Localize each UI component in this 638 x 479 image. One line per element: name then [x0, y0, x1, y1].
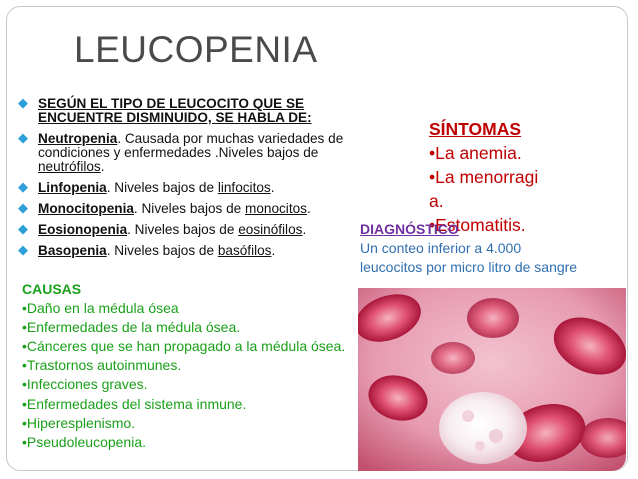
type-end: .: [270, 180, 275, 195]
bullet-icon: ◆: [18, 130, 28, 145]
list-item: [16, 132, 366, 174]
type-desc: . Niveles bajos de: [106, 243, 218, 258]
causa-item: •Hiperesplenismo.: [22, 414, 136, 431]
causa-item: •Infecciones graves.: [22, 376, 148, 393]
type-desc: . Niveles bajos de: [127, 222, 239, 237]
intro-text: SEGÚN EL TIPO DE LEUCOCITO QUE SE ENCUENTRE DISMINUIDO, SE HABLA DE:: [38, 96, 312, 125]
sintoma-item: a.: [429, 191, 444, 211]
list-item: [16, 181, 366, 195]
bullet-icon: ◆: [18, 242, 28, 257]
type-desc: . Niveles bajos de: [133, 201, 245, 216]
sintomas-block: [429, 117, 538, 237]
slide-title: LEUCOPENIA: [74, 29, 318, 70]
list-item: [16, 244, 366, 258]
bullet-icon: ◆: [18, 95, 28, 110]
type-desc: . Causada por muchas variedades de condiciones y enfermedades .Niveles bajos de: [38, 131, 344, 160]
diagnostico-block: [360, 220, 577, 277]
type-name: Linfopenia: [38, 180, 107, 195]
causa-item: •Trastornos autoinmunes.: [22, 357, 182, 374]
cell-link[interactable]: linfocitos: [217, 180, 271, 195]
diagnostico-heading: DIAGNÓSTICO: [360, 221, 459, 237]
cell-link[interactable]: neutrófilos: [38, 159, 101, 174]
type-end: .: [306, 201, 311, 216]
sintomas-heading: SÍNTOMAS: [429, 119, 522, 139]
list-item: [16, 97, 366, 125]
list-item: [16, 223, 366, 237]
blood-cells-illustration: [358, 288, 626, 471]
type-end: .: [271, 243, 276, 258]
diagnostico-line: leucocitos por micro litro de sangre: [360, 259, 578, 275]
causa-item: •Enfermedades del sistema inmune.: [22, 395, 247, 412]
type-name: Monocitopenia: [38, 201, 134, 216]
bullet-icon: ◆: [18, 179, 28, 194]
causa-item: •Enfermedades de la médula ósea.: [22, 319, 241, 336]
type-desc: . Niveles bajos de: [106, 180, 218, 195]
diagnostico-line: Un conteo inferior a 4.000: [360, 240, 522, 256]
blood-cells-image: [358, 288, 626, 471]
type-name: Neutropenia: [38, 131, 118, 146]
sintoma-item: •La menorragi: [429, 167, 539, 187]
cell-link[interactable]: eosinófilos: [238, 222, 303, 237]
list-item: [16, 202, 366, 216]
bullet-icon: ◆: [18, 221, 28, 236]
type-name: Eosionopenia: [38, 222, 128, 237]
causa-item: •Cánceres que se han propagado a la médula ósea.: [22, 338, 346, 355]
causa-item: •Daño en la médula ósea: [22, 300, 179, 317]
bullet-icon: ◆: [18, 200, 28, 215]
causa-item: •Pseudoleucopenia.: [22, 433, 146, 450]
type-end: .: [100, 159, 105, 174]
type-end: .: [302, 222, 307, 237]
leucocyte-type-list: [16, 97, 366, 265]
cell-link[interactable]: basófilos: [217, 243, 272, 258]
sintoma-item: •Estomatitis.: [429, 215, 526, 235]
type-name: Basopenia: [38, 243, 107, 258]
causas-block: [22, 280, 357, 452]
causas-heading: CAUSAS: [22, 281, 82, 297]
sintoma-item: •La anemia.: [429, 143, 522, 163]
cell-link[interactable]: monocitos: [245, 201, 307, 216]
